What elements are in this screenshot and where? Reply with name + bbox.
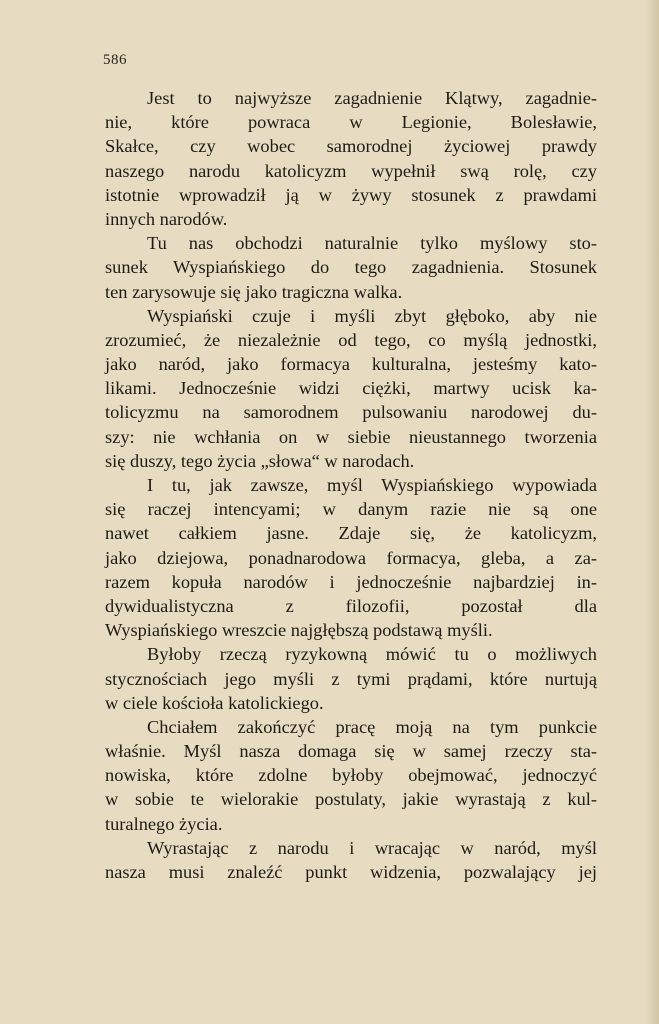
text-line: się raczej intencyami; w danym razie nie są one xyxy=(105,499,597,520)
text-line: szy: nie wchłania on w siebie nieustannego tworzenia xyxy=(105,426,597,447)
page-number: 586 xyxy=(103,52,127,68)
text-line: Wyrastając z narodu i wracając w naród, myśl xyxy=(147,837,597,858)
text-line: właśnie. Myśl nasza domaga się w samej rzeczy sta- xyxy=(105,741,597,762)
text-line: w ciele kościoła katolickiego. xyxy=(105,692,324,713)
text-line: Wyspiański czuje i myśli zbyt głęboko, aby nie xyxy=(147,305,597,326)
text-line: razem kopuła narodów i jednocześnie najbardziej in- xyxy=(105,571,597,592)
text-line: stycznościach jego myśli z tymi prądami, które nurtują xyxy=(105,668,597,689)
text-line: istotnie wprowadził ją w żywy stosunek z prawdami xyxy=(105,184,597,205)
text-line: Byłoby rzeczą ryzykowną mówić tu o możliwych xyxy=(147,644,597,665)
text-line: nasza musi znaleźć punkt widzenia, pozwalający jej xyxy=(105,862,597,882)
text-line: nawet całkiem jasne. Zdaje się, że katolicyzm, xyxy=(105,523,597,544)
text-line: jako naród, jako formacya kulturalna, jesteśmy kato- xyxy=(105,354,597,375)
text-line: się duszy, tego życia „słowa“ w narodach. xyxy=(105,450,415,471)
body-text xyxy=(105,86,597,884)
text-line: turalnego życia. xyxy=(105,813,223,834)
text-line: I tu, jak zawsze, myśl Wyspiańskiego wypowiada xyxy=(147,475,597,495)
text-line: ten zarysowuje się jako tragiczna walka. xyxy=(105,281,403,302)
text-line: Jest to najwyższe zagadnienie Klątwy, zagadnie- xyxy=(147,88,597,108)
text-line: zrozumieć, że niezależnie od tego, co myślą jednostki, xyxy=(105,329,597,350)
text-line: Skałce, czy wobec samorodnej życiowej prawdy xyxy=(105,136,597,157)
text-line: innych narodów. xyxy=(105,208,228,229)
text-line: naszego narodu katolicyzm wypełnił swą rolę, czy xyxy=(105,160,597,181)
text-line: dywidualistyczna z filozofii, pozostał dla xyxy=(105,595,597,616)
text-line: Wyspiańskiego wreszcie najgłębszą podstawą myśli. xyxy=(105,620,493,641)
text-line: tolicyzmu na samorodnem pulsowaniu narodowej du- xyxy=(105,402,597,423)
text-line: nie, które powraca w Legionie, Bolesławie, xyxy=(105,112,597,133)
text-line: Tu nas obchodzi naturalnie tylko myślowy sto- xyxy=(147,233,597,254)
page-edge-shadow xyxy=(645,0,659,1024)
text-line: sunek Wyspiańskiego do tego zagadnienia. Stosunek xyxy=(105,257,597,278)
text-line: w sobie te wielorakie postulaty, jakie wyrastają z kul- xyxy=(105,789,597,810)
text-line: nowiska, które zdolne byłoby obejmować, jednoczyć xyxy=(105,765,597,786)
text-line: likami. Jednocześnie widzi ciężki, martwy ucisk ka- xyxy=(105,378,597,399)
text-line: jako dziejowa, ponadnarodowa formacya, gleba, a za- xyxy=(105,547,597,568)
text-line: Chciałem zakończyć pracę moją na tym punkcie xyxy=(147,716,597,737)
